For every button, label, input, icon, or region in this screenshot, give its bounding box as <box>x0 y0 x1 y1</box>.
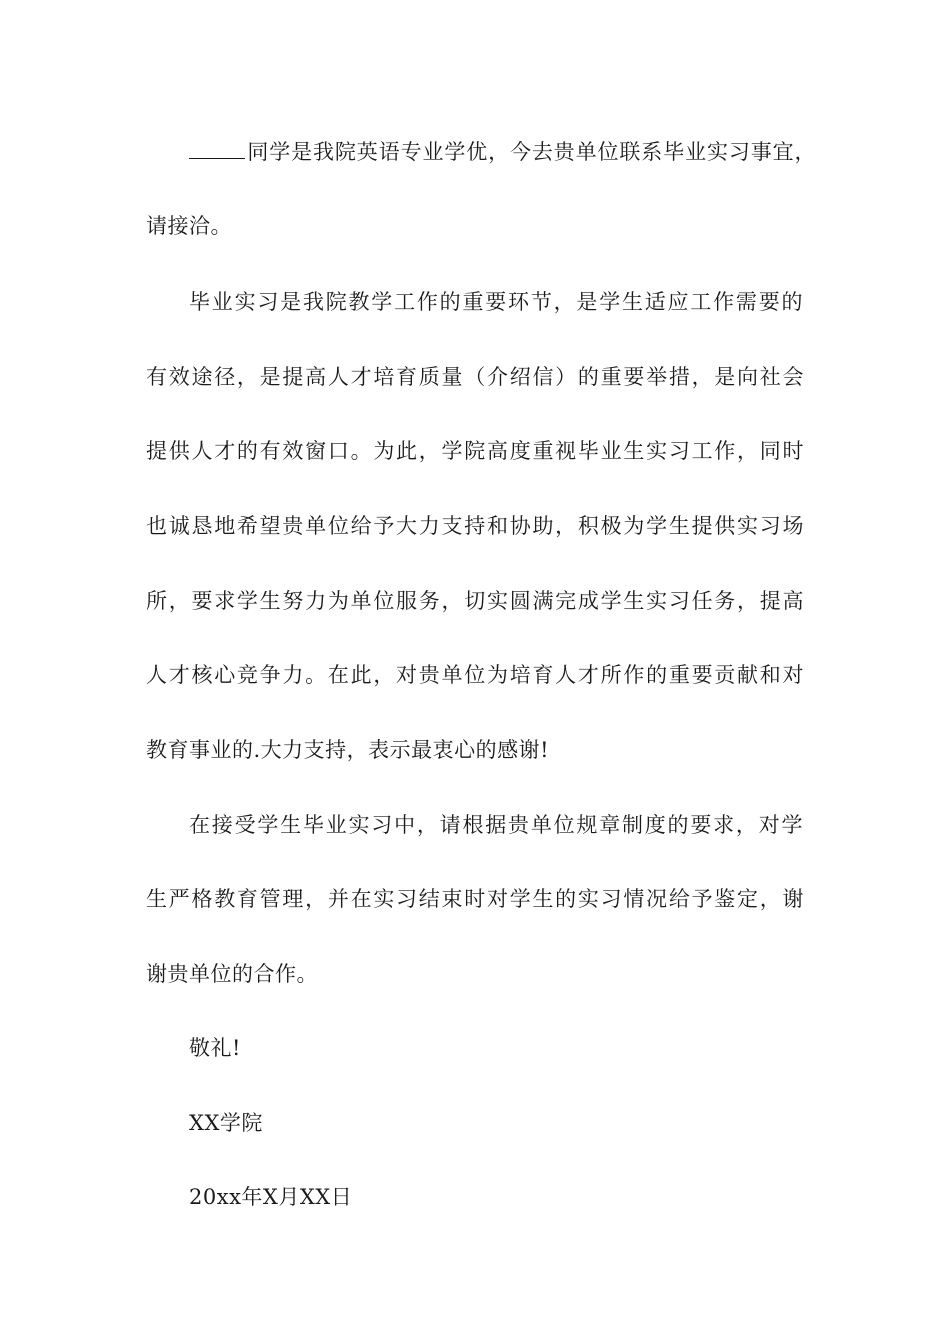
para2-line3: 提供人才的有效窗口。为此，学院高度重视毕业生实习工作，同时 <box>146 439 804 463</box>
para2-line6: 人才核心竞争力。在此，对贵单位为培育人才所作的重要贡献和对 <box>146 663 804 687</box>
para3-line2: 生严格教育管理，并在实习结束时对学生的实习情况给予鉴定，谢 <box>146 887 804 911</box>
signature: XX学院 <box>189 1111 263 1135</box>
para3-line1: 在接受学生毕业实习中，请根据贵单位规章制度的要求，对学 <box>189 813 803 837</box>
para1-line1 <box>189 138 816 166</box>
date: 20xx年X月XX日 <box>189 1185 353 1209</box>
closing: 敬礼! <box>189 1036 241 1060</box>
para1-line1-text: 同学是我院英语专业学优，今去贵单位联系毕业实习事宜， <box>247 140 816 164</box>
para2-line1: 毕业实习是我院教学工作的重要环节，是学生适应工作需要的 <box>189 290 803 314</box>
para2-line7: 教育事业的.大力支持，表示最衷心的感谢! <box>146 738 550 762</box>
para2-line2: 有效途径，是提高人才培育质量（介绍信）的重要举措，是向社会 <box>146 365 804 389</box>
para1-line2: 请接洽。 <box>146 214 232 238</box>
para3-line3: 谢贵单位的合作。 <box>146 962 318 986</box>
name-blank <box>189 138 245 159</box>
para2-line5: 所，要求学生努力为单位服务，切实圆满完成学生实习任务，提高 <box>146 589 804 613</box>
para2-line4: 也诚恳地希望贵单位给予大力支持和协助，积极为学生提供实习场 <box>146 514 804 538</box>
